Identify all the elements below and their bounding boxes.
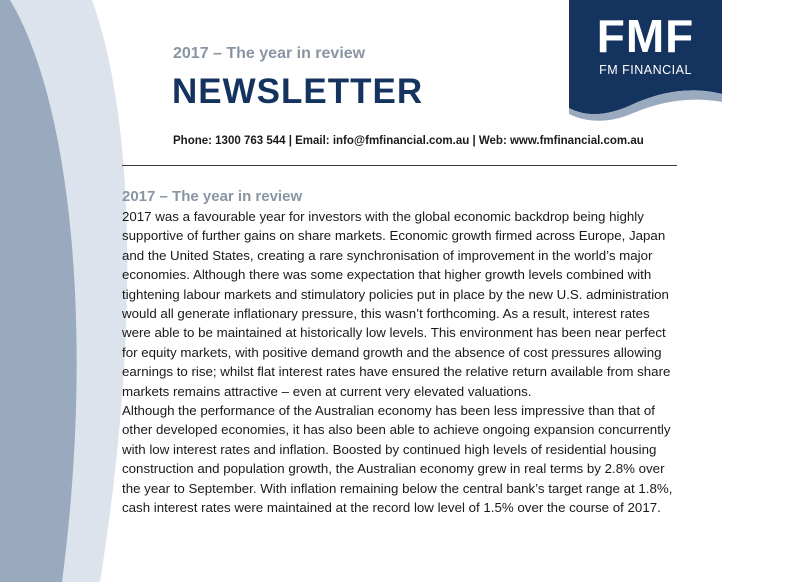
newsletter-subtitle: 2017 – The year in review <box>173 45 366 62</box>
newsletter-title: NEWSLETTER <box>172 72 424 111</box>
logo-company-name: FM FINANCIAL <box>599 63 692 77</box>
header-divider <box>122 165 677 166</box>
logo-mark: FMF <box>596 10 695 62</box>
article-paragraph: Although the performance of the Australian economy has been less impressive than that of other developed economies, it has also been able to achieve ongoing expansion concurrently with low interest rates and inflation. Boosted by continued high levels of residential housing construction and population growth, the Australian economy grew in real terms by 2.8% over the year to September. With inflation remaining below the central bank’s target range at 1.8%, cash interest rates were maintained at the record low level of 1.5% over the course of 2017. <box>122 403 673 516</box>
contact-line: Phone: 1300 763 544 | Email: info@fmfinancial.com.au | Web: www.fmfinancial.com.au <box>173 135 644 147</box>
fm-financial-logo <box>569 0 722 124</box>
article-paragraph: 2017 was a favourable year for investors with the global economic backdrop being highly supportive of further gains on share markets. Economic growth firmed across Europe, Japan and the United States, creating a rare synchronisation of improvement in the world’s major economies. Although there was some expectation that higher growth levels combined with tightening labour markets and stimulatory policies put in place by the new U.S. administration would all generate inflationary pressure, this wasn’t forthcoming. As a result, interest rates were able to be maintained at historically low levels. This environment has been near perfect for equity markets, with positive demand growth and the absence of cost pressures allowing earnings to rise; whilst flat interest rates have ensured the relative return available from share markets remains attractive – even at current very elevated valuations. <box>122 209 671 399</box>
article-body <box>122 207 682 518</box>
section-heading: 2017 – The year in review <box>122 188 303 205</box>
